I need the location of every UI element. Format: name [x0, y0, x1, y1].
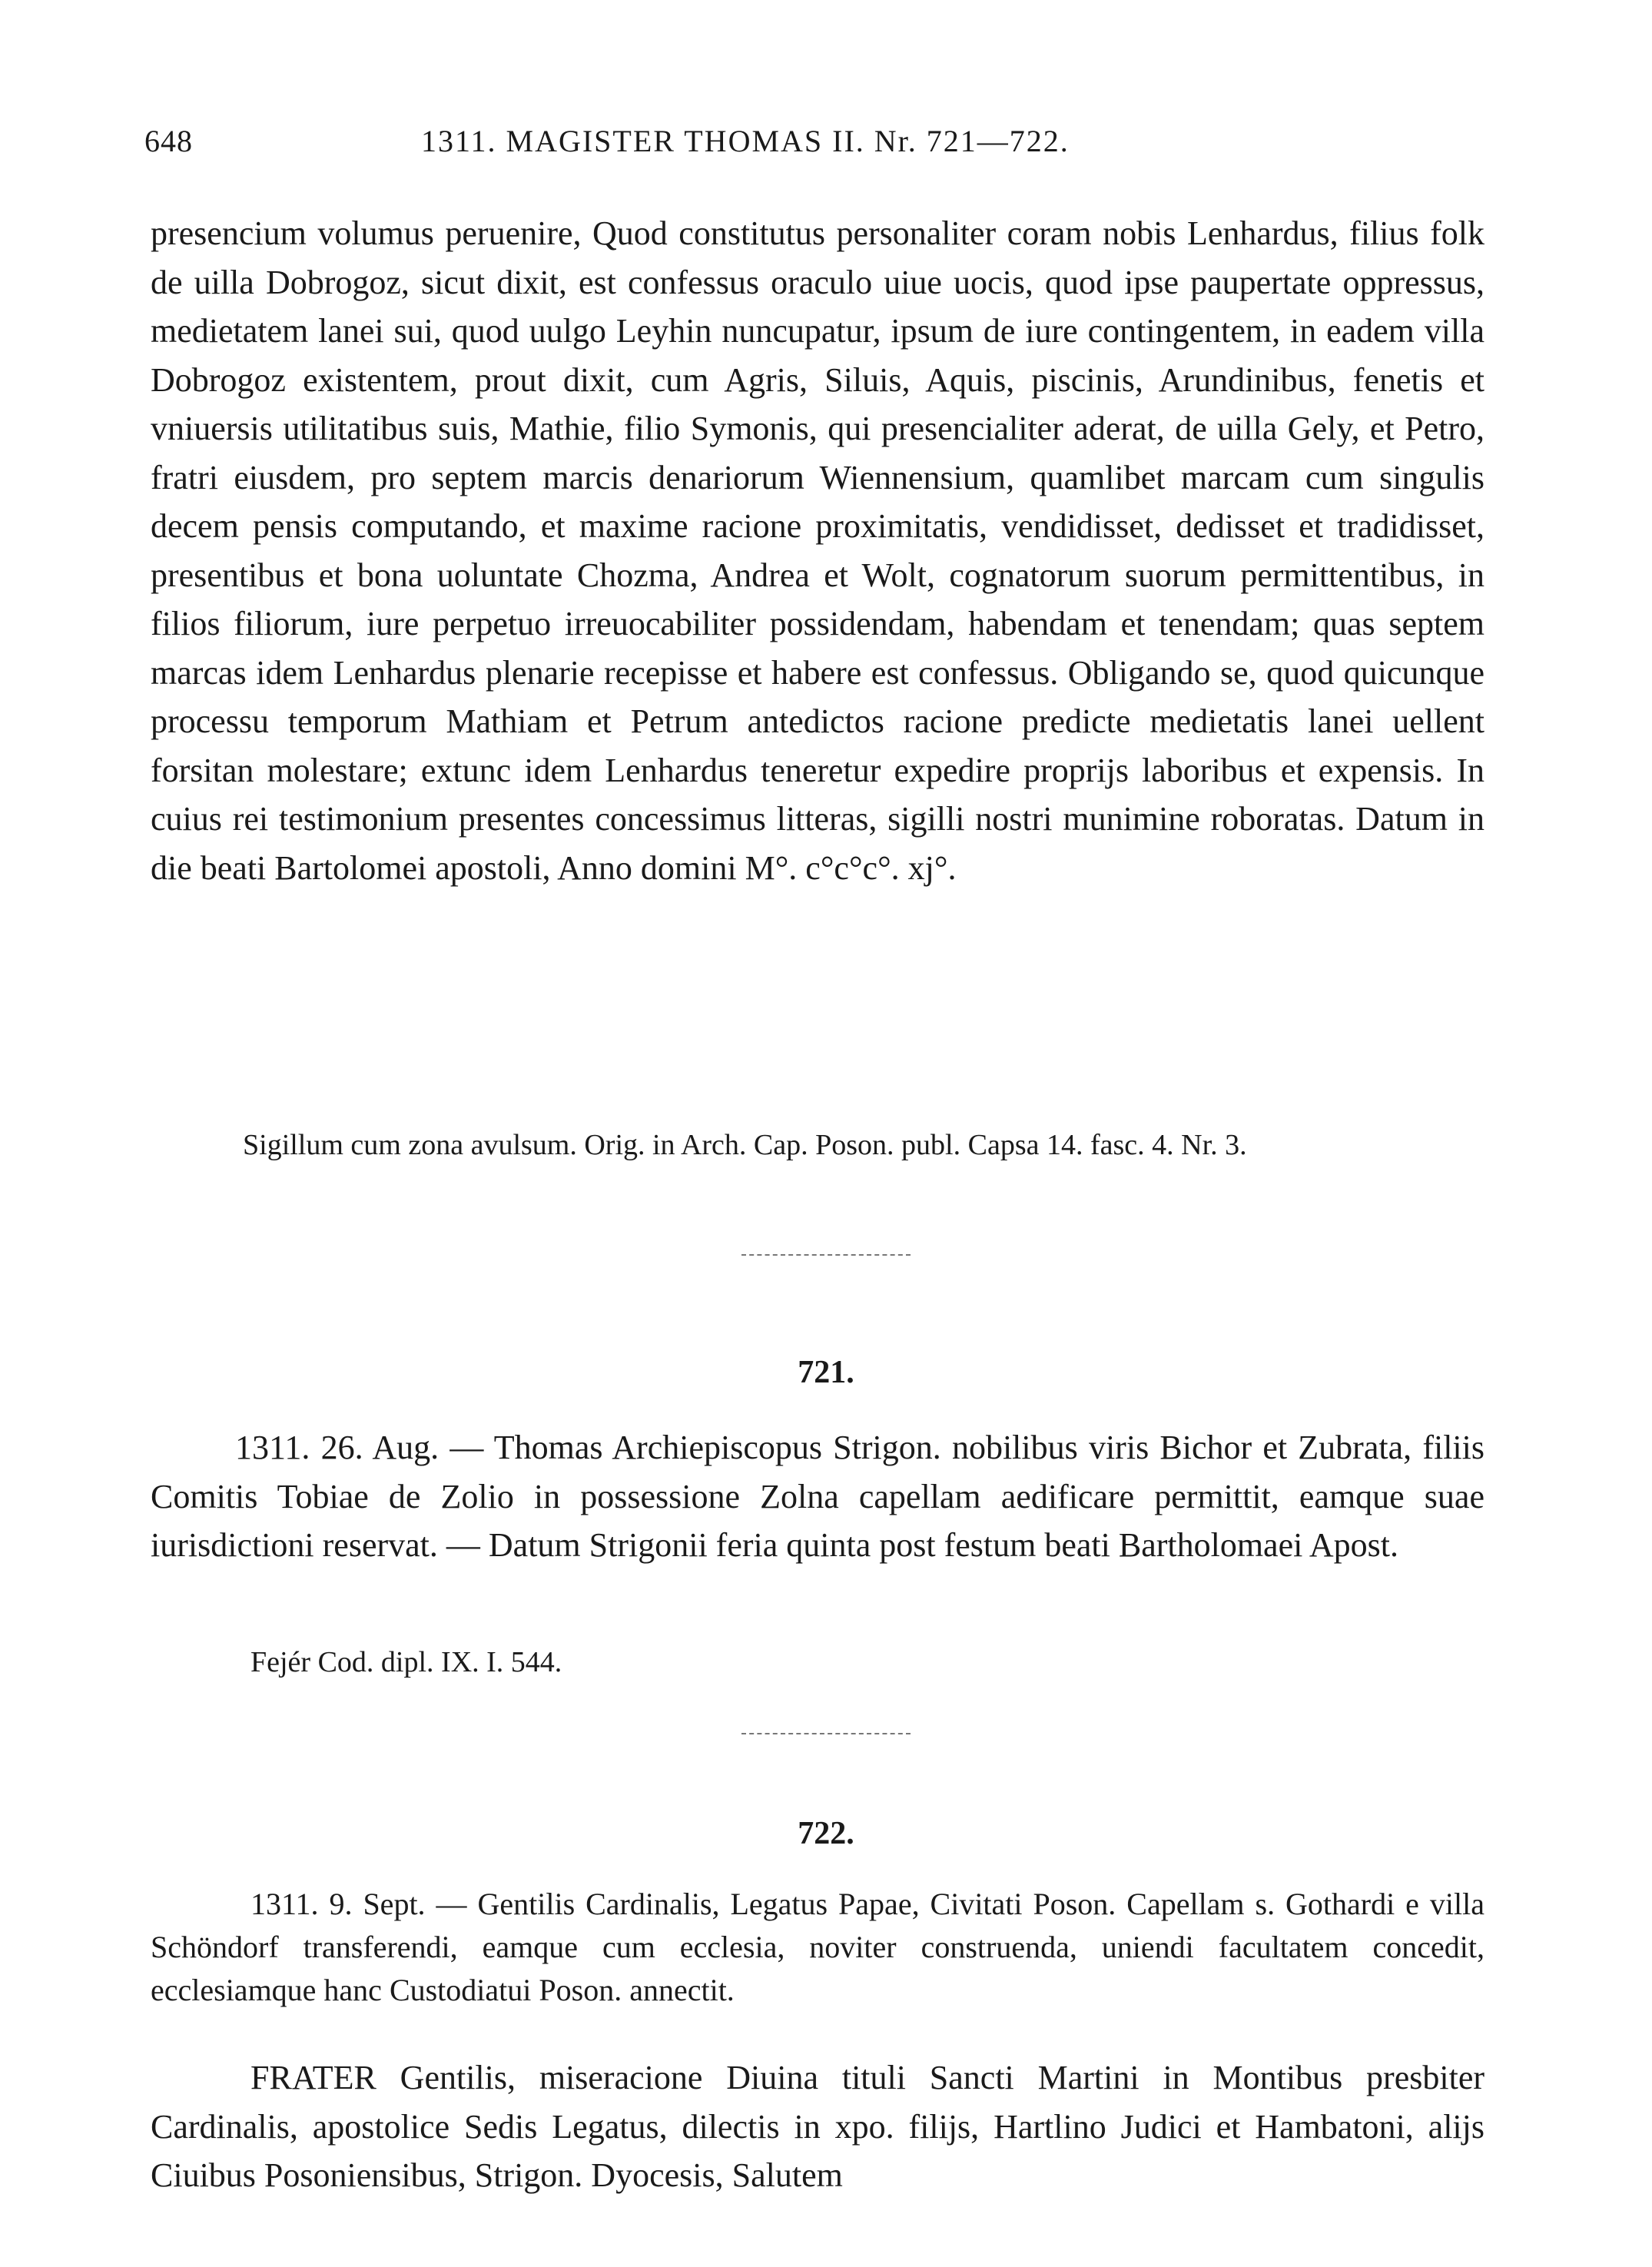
running-title: 1311. MAGISTER THOMAS II. Nr. 721—722.	[421, 124, 1070, 158]
charter-720-text	[151, 209, 1484, 892]
regest-721-text: 1311. 26. Aug. — Thomas Archiepiscopus Strigon. nobilibus viris Bichor et Zubrata, filiis Comitis Tobiae de Zolio in possessione Zolna capellam aedificare permittit, eamque suae iurisdictioni reservat. — Datum Strigonii feria quinta post festum beati Bartholomaei Apost.	[151, 1429, 1484, 1564]
document-number-721: 721.	[798, 1355, 854, 1390]
page-header	[144, 123, 1481, 169]
section-divider	[741, 1254, 911, 1256]
charter-720-source-note	[151, 1124, 1484, 1167]
section-divider	[741, 1733, 911, 1734]
charter-722-text	[151, 2053, 1484, 2200]
source-note-721-block	[151, 1641, 1484, 1684]
page-number: 648	[144, 124, 193, 158]
regest-721	[151, 1423, 1484, 1570]
regest-722	[151, 1883, 1484, 2012]
source-note-721: Fejér Cod. dipl. IX. I. 544.	[250, 1646, 562, 1678]
source-note-720: Sigillum cum zona avulsum. Orig. in Arch. Cap. Poson. publ. Capsa 14. fasc. 4. Nr. 3.	[243, 1129, 1247, 1161]
charter-722-opening: FRATER Gentilis, miseracione Diuina tituli Sancti Martini in Montibus presbiter Cardinalis, apostolice Sedis Legatus, dilectis in xpo. filijs, Hartlino Judici et Hambatoni, alijs Ciuibus Posoniensibus, Strigon. Dyocesis, Salutem	[151, 2059, 1484, 2194]
charter-720-paragraph: presencium volumus peruenire, Quod constitutus personaliter coram nobis Lenhardus, filius folk de uilla Dobrogoz, sicut dixit, est confessus oraculo uiue uocis, quod ipse paupertate oppressus, medietatem lanei sui, quod uulgo Leyhin nuncupatur, ipsum de iure contingentem, in eadem villa Dobrogoz existentem, prout dixit, cum Agris, Siluis, Aquis, piscinis, Arundinibus, fenetis et vniuersis utilitatibus suis, Mathie, filio Symonis, qui presencialiter aderat, de uilla Gely, et Petro, fratri eiusdem, pro septem marcis denariorum Wiennensium, quamlibet marcam cum singulis decem pensis computando, et maxime racione proximitatis, vendidisset, dedisset et tradidisset, presentibus et bona uoluntate Chozma, Andrea et Wolt, cognatorum suorum permittentibus, in filios filiorum, iure perpetuo irreuocabiliter possidendam, habendam et tenendam; quas septem marcas idem Lenhardus plenarie recepisse et habere est confessus. Obligando se, quod quicunque processu temporum Mathiam et Petrum antedictos racione predicte medietatis lanei uellent forsitan molestare; extunc idem Lenhardus teneretur expedire proprijs laboribus et expensis. In cuius rei testimonium presentes concessimus litteras, sigilli nostri munimine roboratas. Datum in die beati Bartolomei apostoli, Anno domini M°. c°c°c°. xj°.	[151, 214, 1484, 887]
document-number-722: 722.	[798, 1816, 854, 1851]
regest-722-text: 1311. 9. Sept. — Gentilis Cardinalis, Legatus Papae, Civitati Poson. Capellam s. Gothardi e villa Schöndorf transferendi, eamque cum ecclesia, noviter construenda, uniendi facultatem concedit, ecclesiamque hanc Custodiatui Poson. annectit.	[151, 1887, 1484, 2007]
